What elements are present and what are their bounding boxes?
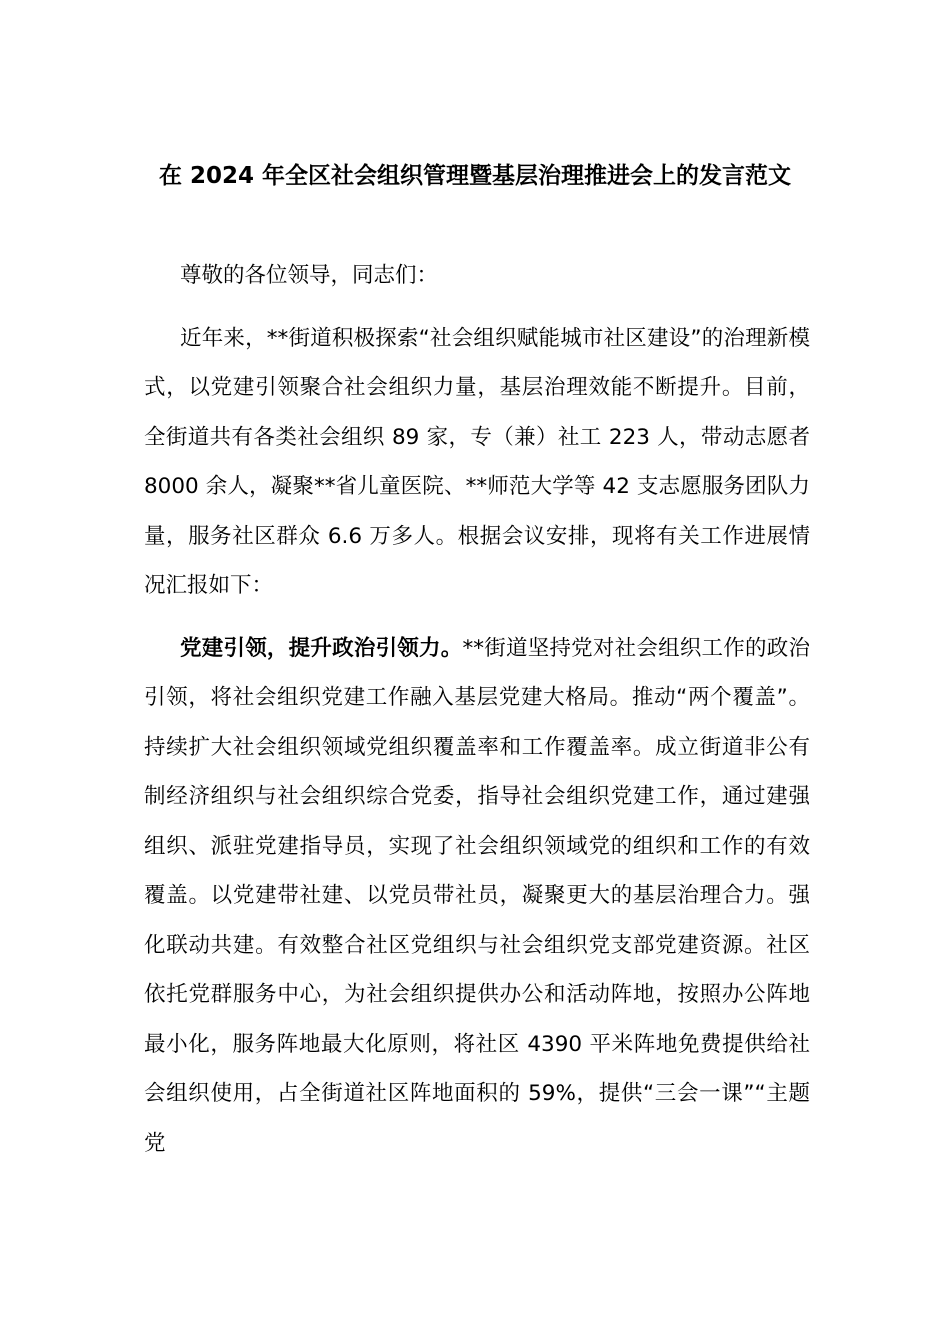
document-body: [144, 251, 810, 1168]
paragraph-intro: 近年来，**街道积极探索“社会组织赋能城市社区建设”的治理新模式，以党建引领聚合社会组织力量，基层治理效能不断提升。目前，全街道共有各类社会组织 89 家，专（兼）社工 223 人，带动志愿者 8000 余人，凝聚**省儿童医院、**师范大学等 42 支志愿服务团队力量，服务社区群众 6.6 万多人。根据会议安排，现将有关工作进展情况汇报如下：: [144, 325, 810, 598]
salutation: 尊敬的各位领导，同志们：: [180, 263, 439, 288]
section-text: **街道坚持党对社会组织工作的政治引领，将社会组织党建工作融入基层党建大格局。推动“两个覆盖”。持续扩大社会组织领域党组织覆盖率和工作覆盖率。成立街道非公有制经济组织与社会组织综合党委，指导社会组织党建工作，通过建强组织、派驻党建指导员，实现了社会组织领域党的组织和工作的有效覆盖。以党建带社建、以党员带社员，凝聚更大的基层治理合力。强化联动共建。有效整合社区党组织与社会组织党支部党建资源。社区依托党群服务中心，为社会组织提供办公和活动阵地，按照办公阵地最小化，服务阵地最大化原则，将社区 4390 平米阵地免费提供给社会组织使用，占全街道社区阵地面积的 59%，提供“三会一课”“主题党: [144, 635, 810, 1156]
paragraph-party-building: [144, 624, 810, 1169]
section-heading: 党建引领，提升政治引领力。: [180, 635, 463, 661]
document-title: 在 2024 年全区社会组织管理暨基层治理推进会上的发言范文: [158, 163, 792, 189]
